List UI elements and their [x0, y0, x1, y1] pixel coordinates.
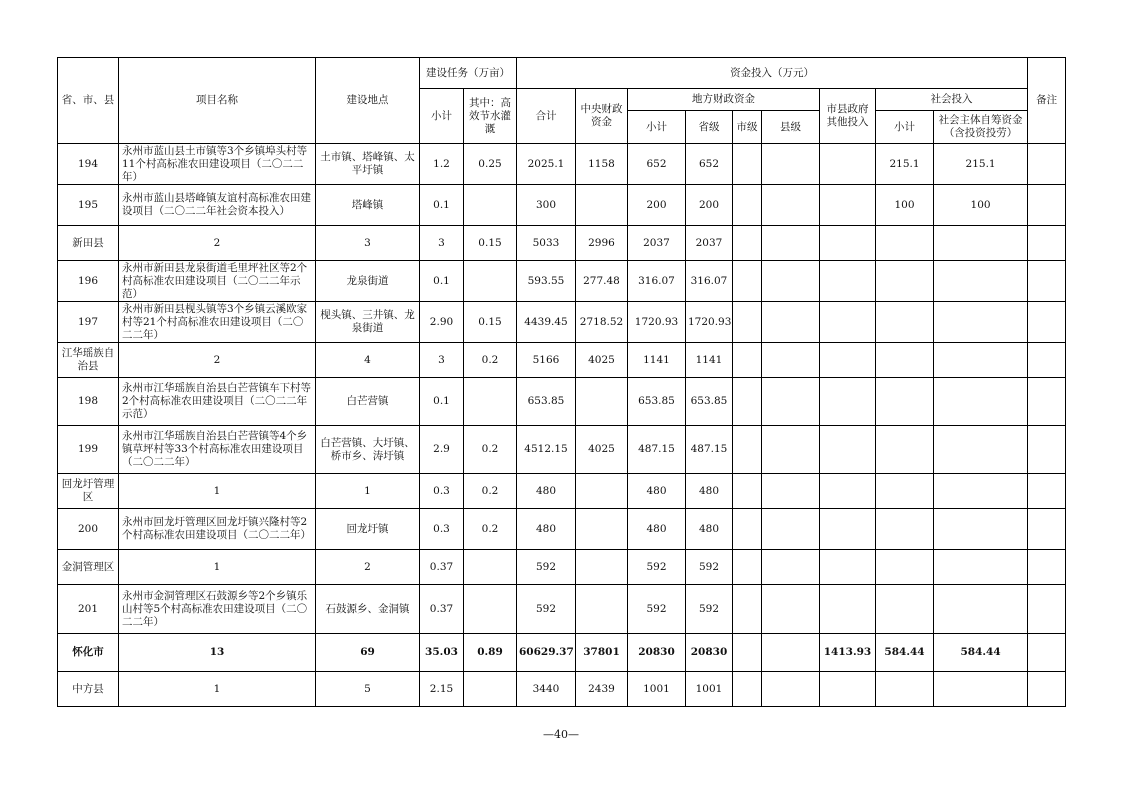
cell-soc-sub	[876, 509, 934, 550]
header-task-subtotal: 小计	[420, 89, 464, 144]
header-remarks: 备注	[1028, 58, 1066, 144]
cell-county	[762, 144, 820, 185]
cell-region: 194	[58, 144, 119, 185]
cell-total: 480	[517, 474, 576, 509]
header-task-efficient: 其中：高效节水灌溉	[464, 89, 517, 144]
cell-city	[733, 343, 762, 378]
table-row	[58, 672, 1066, 707]
cell-remarks	[1028, 634, 1066, 672]
cell-soc-self	[934, 509, 1028, 550]
cell-location: 4	[316, 343, 420, 378]
header-funding: 资金投入（万元）	[517, 58, 1028, 89]
cell-county	[762, 226, 820, 261]
table-row	[58, 634, 1066, 672]
cell-gov	[820, 185, 876, 226]
page-number: —40—	[543, 728, 579, 741]
cell-central: 4025	[576, 343, 628, 378]
cell-remarks	[1028, 302, 1066, 343]
cell-central: 1158	[576, 144, 628, 185]
table-row	[58, 144, 1066, 185]
table-row	[58, 550, 1066, 585]
cell-location: 2	[316, 550, 420, 585]
cell-soc-self	[934, 261, 1028, 302]
cell-gov	[820, 550, 876, 585]
cell-central	[576, 509, 628, 550]
cell-local-sub: 2037	[628, 226, 686, 261]
cell-soc-self: 100	[934, 185, 1028, 226]
cell-total: 653.85	[517, 378, 576, 426]
cell-soc-sub: 215.1	[876, 144, 934, 185]
cell-prov: 316.07	[686, 261, 733, 302]
cell-name: 永州市江华瑶族自治县白芒营镇等4个乡镇草坪村等33个村高标准农田建设项目（二〇二二年）	[119, 426, 316, 474]
table-row	[58, 343, 1066, 378]
cell-total: 5033	[517, 226, 576, 261]
cell-name: 13	[119, 634, 316, 672]
cell-region: 201	[58, 585, 119, 634]
cell-name: 永州市回龙圩管理区回龙圩镇兴隆村等2个村高标准农田建设项目（二〇二二年）	[119, 509, 316, 550]
cell-county	[762, 550, 820, 585]
cell-county	[762, 509, 820, 550]
cell-total: 60629.37	[517, 634, 576, 672]
cell-remarks	[1028, 185, 1066, 226]
cell-central: 277.48	[576, 261, 628, 302]
cell-total: 4439.45	[517, 302, 576, 343]
cell-task: 0.37	[420, 585, 464, 634]
cell-efficient: 0.2	[464, 474, 517, 509]
table-row	[58, 474, 1066, 509]
cell-remarks	[1028, 226, 1066, 261]
header-city: 市级	[733, 111, 762, 144]
table-row	[58, 185, 1066, 226]
cell-county	[762, 474, 820, 509]
cell-soc-self	[934, 343, 1028, 378]
cell-location: 回龙圩镇	[316, 509, 420, 550]
cell-soc-sub	[876, 550, 934, 585]
cell-gov	[820, 343, 876, 378]
cell-soc-self	[934, 474, 1028, 509]
cell-name: 永州市新田县龙泉街道毛里坪社区等2个村高标准农田建设项目（二〇二二年示范）	[119, 261, 316, 302]
cell-prov: 1141	[686, 343, 733, 378]
cell-region: 199	[58, 426, 119, 474]
table-row	[58, 378, 1066, 426]
cell-name: 永州市江华瑶族自治县白芒营镇车下村等2个村高标准农田建设项目（二〇二二年示范）	[119, 378, 316, 426]
cell-prov: 1001	[686, 672, 733, 707]
cell-task: 35.03	[420, 634, 464, 672]
cell-local-sub: 480	[628, 474, 686, 509]
cell-gov	[820, 426, 876, 474]
cell-local-sub: 1720.93	[628, 302, 686, 343]
cell-remarks	[1028, 474, 1066, 509]
cell-soc-sub	[876, 302, 934, 343]
cell-soc-self	[934, 426, 1028, 474]
cell-city	[733, 634, 762, 672]
cell-task: 0.1	[420, 185, 464, 226]
cell-name: 1	[119, 474, 316, 509]
header-social: 社会投入	[876, 89, 1028, 111]
cell-total: 593.55	[517, 261, 576, 302]
cell-gov	[820, 261, 876, 302]
cell-total: 592	[517, 585, 576, 634]
cell-soc-self	[934, 672, 1028, 707]
cell-city	[733, 509, 762, 550]
cell-region: 198	[58, 378, 119, 426]
cell-region: 金洞管理区	[58, 550, 119, 585]
cell-total: 480	[517, 509, 576, 550]
cell-task: 3	[420, 226, 464, 261]
cell-soc-self	[934, 378, 1028, 426]
cell-local-sub: 652	[628, 144, 686, 185]
cell-prov: 592	[686, 550, 733, 585]
cell-task: 0.3	[420, 474, 464, 509]
cell-total: 5166	[517, 343, 576, 378]
cell-efficient	[464, 672, 517, 707]
cell-local-sub: 592	[628, 550, 686, 585]
cell-central: 4025	[576, 426, 628, 474]
cell-efficient: 0.2	[464, 509, 517, 550]
cell-location: 塔峰镇	[316, 185, 420, 226]
header-task: 建设任务（万亩）	[420, 58, 517, 89]
cell-name: 1	[119, 672, 316, 707]
cell-region: 197	[58, 302, 119, 343]
cell-remarks	[1028, 343, 1066, 378]
table-row	[58, 226, 1066, 261]
cell-region: 195	[58, 185, 119, 226]
cell-prov: 480	[686, 474, 733, 509]
cell-location: 1	[316, 474, 420, 509]
cell-remarks	[1028, 585, 1066, 634]
cell-total: 4512.15	[517, 426, 576, 474]
cell-prov: 200	[686, 185, 733, 226]
cell-remarks	[1028, 672, 1066, 707]
cell-location: 石鼓源乡、金洞镇	[316, 585, 420, 634]
cell-soc-sub: 100	[876, 185, 934, 226]
cell-gov	[820, 378, 876, 426]
cell-remarks	[1028, 378, 1066, 426]
cell-efficient	[464, 585, 517, 634]
cell-prov: 652	[686, 144, 733, 185]
cell-region: 新田县	[58, 226, 119, 261]
header-social-subtotal: 小计	[876, 111, 934, 144]
cell-city	[733, 144, 762, 185]
cell-city	[733, 672, 762, 707]
cell-city	[733, 226, 762, 261]
cell-efficient	[464, 261, 517, 302]
cell-task: 2.9	[420, 426, 464, 474]
cell-region: 回龙圩管理区	[58, 474, 119, 509]
cell-region: 196	[58, 261, 119, 302]
cell-remarks	[1028, 144, 1066, 185]
table-row	[58, 261, 1066, 302]
cell-remarks	[1028, 509, 1066, 550]
cell-city	[733, 474, 762, 509]
table-body	[58, 144, 1066, 707]
cell-soc-self: 215.1	[934, 144, 1028, 185]
cell-city	[733, 261, 762, 302]
header-county: 县级	[762, 111, 820, 144]
cell-prov: 480	[686, 509, 733, 550]
cell-county	[762, 302, 820, 343]
cell-location: 白芒营镇、大圩镇、桥市乡、涛圩镇	[316, 426, 420, 474]
cell-total: 592	[517, 550, 576, 585]
cell-location: 3	[316, 226, 420, 261]
cell-local-sub: 480	[628, 509, 686, 550]
cell-remarks	[1028, 550, 1066, 585]
cell-soc-sub: 584.44	[876, 634, 934, 672]
cell-name: 1	[119, 550, 316, 585]
cell-local-sub: 592	[628, 585, 686, 634]
cell-efficient: 0.15	[464, 302, 517, 343]
cell-efficient: 0.2	[464, 343, 517, 378]
cell-central	[576, 185, 628, 226]
cell-prov: 592	[686, 585, 733, 634]
cell-central: 2439	[576, 672, 628, 707]
cell-task: 0.37	[420, 550, 464, 585]
header-social-self: 社会主体自筹资金（含投资投劳）	[934, 111, 1028, 144]
cell-soc-sub	[876, 672, 934, 707]
cell-city	[733, 378, 762, 426]
cell-location: 白芒营镇	[316, 378, 420, 426]
cell-soc-sub	[876, 343, 934, 378]
cell-total: 2025.1	[517, 144, 576, 185]
table-row	[58, 585, 1066, 634]
cell-prov: 20830	[686, 634, 733, 672]
cell-task: 3	[420, 343, 464, 378]
header-region: 省、市、县	[58, 58, 119, 144]
cell-total: 300	[517, 185, 576, 226]
cell-local-sub: 200	[628, 185, 686, 226]
cell-county	[762, 185, 820, 226]
table-row	[58, 426, 1066, 474]
cell-local-sub: 653.85	[628, 378, 686, 426]
cell-city	[733, 585, 762, 634]
cell-central: 2718.52	[576, 302, 628, 343]
cell-efficient	[464, 185, 517, 226]
cell-soc-self: 584.44	[934, 634, 1028, 672]
cell-local-sub: 487.15	[628, 426, 686, 474]
cell-prov: 1720.93	[686, 302, 733, 343]
cell-efficient: 0.25	[464, 144, 517, 185]
header-central: 中央财政资金	[576, 89, 628, 144]
cell-gov	[820, 672, 876, 707]
cell-city	[733, 426, 762, 474]
cell-county	[762, 672, 820, 707]
cell-gov	[820, 509, 876, 550]
cell-prov: 2037	[686, 226, 733, 261]
cell-gov	[820, 585, 876, 634]
cell-efficient: 0.89	[464, 634, 517, 672]
cell-prov: 653.85	[686, 378, 733, 426]
cell-central	[576, 585, 628, 634]
cell-gov	[820, 144, 876, 185]
cell-remarks	[1028, 261, 1066, 302]
cell-local-sub: 20830	[628, 634, 686, 672]
cell-soc-self	[934, 226, 1028, 261]
header-project-name: 项目名称	[119, 58, 316, 144]
cell-location: 龙泉街道	[316, 261, 420, 302]
cell-task: 0.1	[420, 378, 464, 426]
cell-region: 200	[58, 509, 119, 550]
header-city-county-gov: 市县政府其他投入	[820, 89, 876, 144]
cell-name: 永州市新田县枧头镇等3个乡镇云溪欧家村等21个村高标准农田建设项目（二〇二二年）	[119, 302, 316, 343]
cell-county	[762, 426, 820, 474]
cell-location: 土市镇、塔峰镇、太平圩镇	[316, 144, 420, 185]
cell-local-sub: 1141	[628, 343, 686, 378]
cell-soc-sub	[876, 585, 934, 634]
cell-county	[762, 343, 820, 378]
header-location: 建设地点	[316, 58, 420, 144]
cell-central: 2996	[576, 226, 628, 261]
cell-name: 永州市金洞管理区石鼓源乡等2个乡镇乐山村等5个村高标准农田建设项目（二〇二二年）	[119, 585, 316, 634]
cell-soc-sub	[876, 226, 934, 261]
cell-task: 0.3	[420, 509, 464, 550]
cell-local-sub: 1001	[628, 672, 686, 707]
cell-soc-sub	[876, 378, 934, 426]
cell-location: 69	[316, 634, 420, 672]
cell-gov	[820, 226, 876, 261]
cell-name: 2	[119, 226, 316, 261]
cell-location: 枧头镇、三井镇、龙泉街道	[316, 302, 420, 343]
cell-prov: 487.15	[686, 426, 733, 474]
cell-name: 永州市蓝山县塔峰镇友谊村高标准农田建设项目（二〇二二年社会资本投入）	[119, 185, 316, 226]
cell-task: 1.2	[420, 144, 464, 185]
cell-central	[576, 378, 628, 426]
cell-local-sub: 316.07	[628, 261, 686, 302]
cell-efficient	[464, 550, 517, 585]
funding-table	[57, 57, 1066, 707]
cell-remarks	[1028, 426, 1066, 474]
header-local-fiscal: 地方财政资金	[628, 89, 820, 111]
cell-task: 2.90	[420, 302, 464, 343]
cell-gov	[820, 302, 876, 343]
cell-county	[762, 634, 820, 672]
cell-central	[576, 550, 628, 585]
cell-soc-self	[934, 302, 1028, 343]
cell-region: 江华瑶族自治县	[58, 343, 119, 378]
cell-central: 37801	[576, 634, 628, 672]
cell-efficient: 0.2	[464, 426, 517, 474]
cell-total: 3440	[517, 672, 576, 707]
header-provincial: 省级	[686, 111, 733, 144]
cell-county	[762, 585, 820, 634]
cell-gov: 1413.93	[820, 634, 876, 672]
cell-soc-sub	[876, 261, 934, 302]
cell-task: 0.1	[420, 261, 464, 302]
cell-soc-self	[934, 585, 1028, 634]
cell-name: 2	[119, 343, 316, 378]
cell-central	[576, 474, 628, 509]
cell-county	[762, 378, 820, 426]
cell-efficient	[464, 378, 517, 426]
cell-gov	[820, 474, 876, 509]
cell-city	[733, 185, 762, 226]
cell-soc-sub	[876, 474, 934, 509]
header-total: 合计	[517, 89, 576, 144]
cell-soc-self	[934, 550, 1028, 585]
cell-name: 永州市蓝山县土市镇等3个乡镇埠头村等11个村高标准农田建设项目（二〇二二年）	[119, 144, 316, 185]
cell-city	[733, 302, 762, 343]
cell-location: 5	[316, 672, 420, 707]
table-row	[58, 509, 1066, 550]
cell-efficient: 0.15	[464, 226, 517, 261]
table-row	[58, 302, 1066, 343]
cell-soc-sub	[876, 426, 934, 474]
cell-county	[762, 261, 820, 302]
cell-city	[733, 550, 762, 585]
header-local-subtotal: 小计	[628, 111, 686, 144]
cell-region: 中方县	[58, 672, 119, 707]
cell-task: 2.15	[420, 672, 464, 707]
cell-region: 怀化市	[58, 634, 119, 672]
